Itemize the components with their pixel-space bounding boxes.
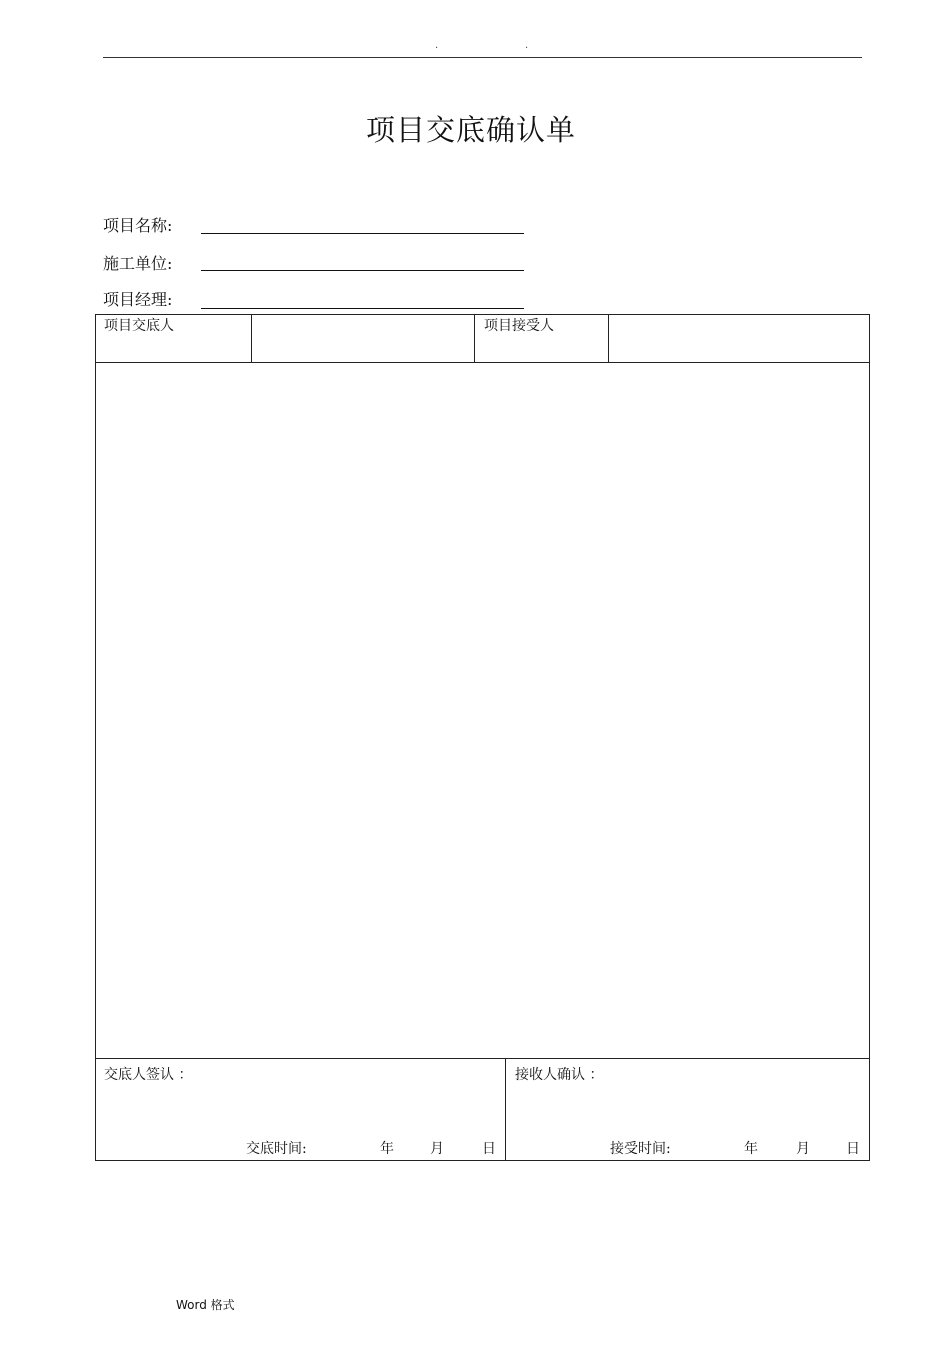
handover-year-label: 年 xyxy=(380,1141,394,1157)
receive-day-label: 日 xyxy=(846,1141,860,1157)
handover-sign-label: 交底人签认 ： xyxy=(104,1067,193,1083)
handover-person-label: 项目交底人 xyxy=(104,318,174,334)
handover-signature-field[interactable] xyxy=(100,1086,500,1126)
header-dot-right: . xyxy=(525,40,529,51)
receiver-confirm-label: 接收人确认 ： xyxy=(515,1067,604,1083)
receive-time-label: 接受时间: xyxy=(610,1141,671,1157)
table-col-divider-1 xyxy=(251,314,252,362)
receiver-signature-field[interactable] xyxy=(510,1086,865,1126)
footer-note: Word 格式 xyxy=(176,1298,235,1312)
receiver-cell[interactable] xyxy=(610,316,868,361)
document-title: 项目交底确认单 xyxy=(365,113,576,147)
receive-month-label: 月 xyxy=(796,1141,810,1157)
table-col-divider-3 xyxy=(608,314,609,362)
table-col-divider-2 xyxy=(474,314,475,362)
construction-unit-field[interactable] xyxy=(201,270,524,271)
signature-row-divider xyxy=(95,1058,870,1059)
receiver-label: 项目接受人 xyxy=(484,318,554,334)
header-rule xyxy=(103,57,862,58)
table-header-divider xyxy=(95,362,870,363)
project-name-label: 项目名称: xyxy=(103,216,173,235)
project-manager-field[interactable] xyxy=(201,308,524,309)
handover-time-label: 交底时间: xyxy=(246,1141,307,1157)
handover-month-label: 月 xyxy=(430,1141,444,1157)
handover-day-label: 日 xyxy=(482,1141,496,1157)
project-name-field[interactable] xyxy=(201,233,524,234)
handover-content-area[interactable] xyxy=(97,364,868,1058)
header-dot-left: . xyxy=(435,40,439,51)
handover-person-cell[interactable] xyxy=(253,316,473,361)
signature-col-divider xyxy=(505,1058,506,1161)
receive-year-label: 年 xyxy=(744,1141,758,1157)
construction-unit-label: 施工单位: xyxy=(103,254,173,273)
project-manager-label: 项目经理: xyxy=(103,290,173,309)
